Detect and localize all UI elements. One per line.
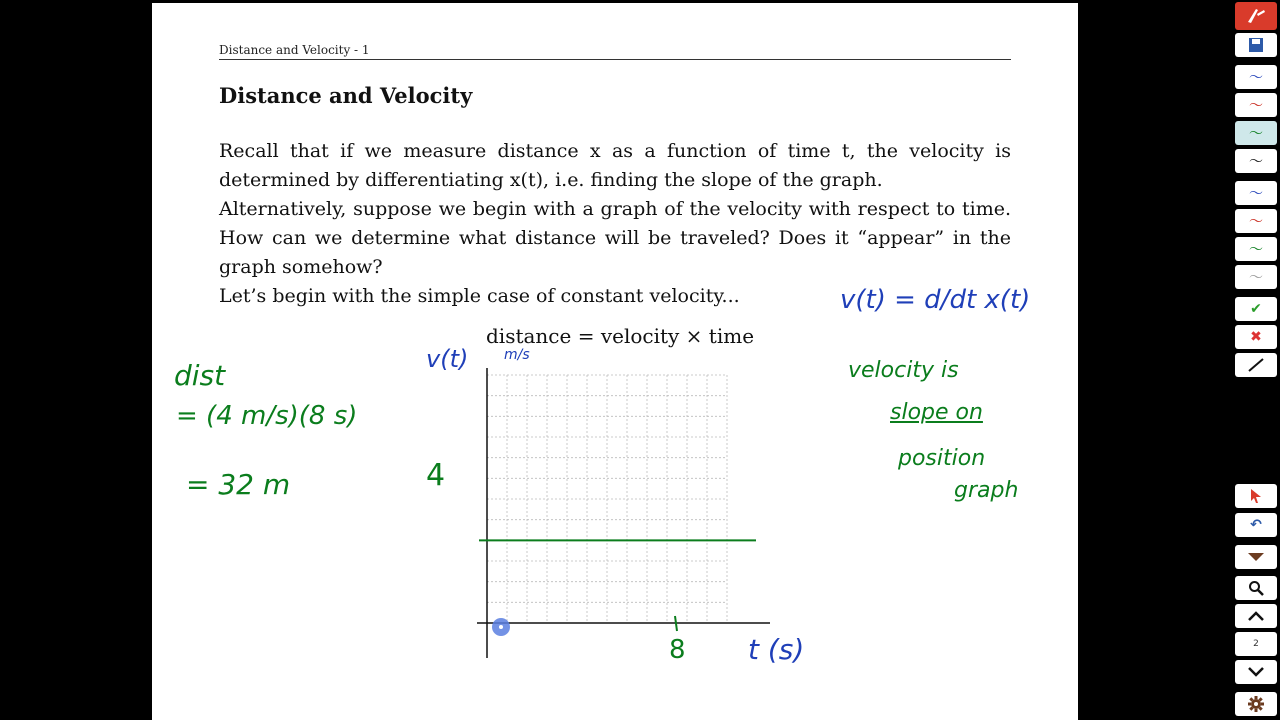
ink-dist: dist (174, 359, 226, 392)
document-page (152, 3, 1078, 720)
app-logo-icon[interactable] (1235, 2, 1277, 30)
pen-black-thin-icon[interactable]: 〜 (1235, 149, 1277, 173)
graph-grid (487, 375, 727, 623)
collapse-down-icon[interactable] (1235, 545, 1277, 569)
pointer-icon[interactable] (1235, 484, 1277, 508)
paragraph-3: Let’s begin with the simple case of constant velocity... (219, 285, 740, 307)
annotation-toolbar (1232, 0, 1280, 720)
ink-dist-eq: = (4 m/s)(8 s) (176, 401, 358, 431)
ink-y-unit: m/s (504, 347, 530, 363)
page-number: 2 (1253, 639, 1259, 649)
previous-page-icon[interactable] (1235, 604, 1277, 628)
ink-note-line-2: slope on (890, 400, 983, 425)
ink-note-line-1: velocity is (848, 358, 959, 383)
ink-note-line-3: position (898, 446, 986, 471)
cross-icon[interactable]: ✖ (1235, 325, 1277, 349)
section-title: Distance and Velocity (219, 83, 473, 108)
ink-note-line-4: graph (954, 478, 1019, 503)
check-icon[interactable]: ✔ (1235, 297, 1277, 321)
pen-green-thin-icon[interactable]: 〜 (1235, 121, 1277, 145)
ink-y-label: v(t) (426, 345, 469, 373)
ink-y-value-4: 4 (426, 458, 446, 493)
line-tool-icon[interactable] (1235, 353, 1277, 377)
ink-x-label: t (s) (748, 633, 805, 666)
header-rule (219, 59, 1011, 60)
paragraph-1: Recall that if we measure distance x as a function of time t, the velocity is determined by differentiating x(t), i.e. finding the slope of the graph. (219, 140, 1011, 191)
ink-x-value-8: 8 (669, 635, 686, 665)
ink-dist-result: = 32 m (186, 468, 291, 501)
ink-velocity-derivative: v(t) = d/dt x(t) (840, 285, 1031, 315)
settings-gear-icon[interactable] (1235, 692, 1277, 716)
cursor-dot (492, 618, 510, 636)
velocity-graph (472, 363, 772, 663)
pen-red-icon[interactable]: 〜 (1235, 209, 1277, 233)
undo-icon[interactable]: ↶ (1235, 513, 1277, 537)
x-tick-8 (675, 616, 677, 631)
pen-red-thin-icon[interactable]: 〜 (1235, 93, 1277, 117)
pen-blue-thin-icon[interactable]: 〜 (1235, 65, 1277, 89)
pen-blue-icon[interactable]: 〜 (1235, 181, 1277, 205)
pen-gray-icon[interactable]: 〜 (1235, 265, 1277, 289)
next-page-icon[interactable] (1235, 660, 1277, 684)
cursor-dot-center (499, 625, 503, 629)
page-indicator[interactable] (1235, 632, 1277, 656)
paragraph-2: Alternatively, suppose we begin with a graph of the velocity with respect to time. How can we determine what distance will be traveled? Does it “appear” in the graph somehow? (219, 198, 1011, 278)
save-icon[interactable] (1235, 33, 1277, 57)
formula-title: distance = velocity × time (486, 324, 755, 348)
pen-green-icon[interactable]: 〜 (1235, 237, 1277, 261)
search-icon[interactable] (1235, 576, 1277, 600)
running-head: Distance and Velocity - 1 (219, 43, 370, 57)
